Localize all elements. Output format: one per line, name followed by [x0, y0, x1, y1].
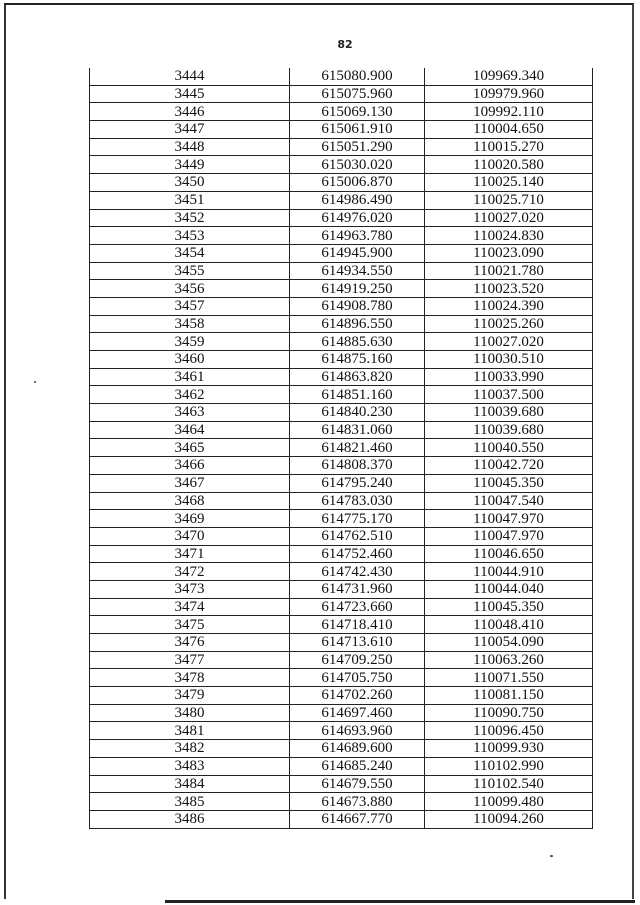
y-coordinate-cell: 110025.140	[425, 174, 593, 192]
y-coordinate-cell: 110039.680	[425, 404, 593, 422]
x-coordinate-cell: 614963.780	[290, 227, 425, 245]
y-coordinate-cell: 110047.970	[425, 527, 593, 545]
y-coordinate-cell: 110094.260	[425, 810, 593, 828]
y-coordinate-cell: 110096.450	[425, 722, 593, 740]
table-row	[90, 368, 593, 386]
point-number-cell: 3444	[90, 68, 290, 85]
point-number-cell: 3455	[90, 262, 290, 280]
x-coordinate-cell: 614795.240	[290, 474, 425, 492]
y-coordinate-cell: 110046.650	[425, 545, 593, 563]
x-coordinate-cell: 614919.250	[290, 280, 425, 298]
table-row	[90, 85, 593, 103]
y-coordinate-cell: 110044.910	[425, 563, 593, 581]
x-coordinate-cell: 614713.610	[290, 634, 425, 652]
table-row	[90, 616, 593, 634]
x-coordinate-cell: 614679.550	[290, 775, 425, 793]
y-coordinate-cell: 110004.650	[425, 121, 593, 139]
y-coordinate-cell: 110047.970	[425, 510, 593, 528]
x-coordinate-cell: 614986.490	[290, 191, 425, 209]
x-coordinate-cell: 614709.250	[290, 651, 425, 669]
table-row	[90, 457, 593, 475]
bottom-rule	[165, 900, 635, 903]
y-coordinate-cell: 110063.260	[425, 651, 593, 669]
table-row	[90, 439, 593, 457]
x-coordinate-cell: 614693.960	[290, 722, 425, 740]
point-number-cell: 3468	[90, 492, 290, 510]
y-coordinate-cell: 110048.410	[425, 616, 593, 634]
x-coordinate-cell: 614702.260	[290, 687, 425, 705]
point-number-cell: 3469	[90, 510, 290, 528]
table-row	[90, 315, 593, 333]
y-coordinate-cell: 110023.520	[425, 280, 593, 298]
y-coordinate-cell: 110024.830	[425, 227, 593, 245]
point-number-cell: 3482	[90, 740, 290, 758]
y-coordinate-cell: 110021.780	[425, 262, 593, 280]
x-coordinate-cell: 615069.130	[290, 103, 425, 121]
y-coordinate-cell: 110033.990	[425, 368, 593, 386]
point-number-cell: 3459	[90, 333, 290, 351]
point-number-cell: 3473	[90, 580, 290, 598]
x-coordinate-cell: 614934.550	[290, 262, 425, 280]
x-coordinate-cell: 614885.630	[290, 333, 425, 351]
x-coordinate-cell: 614705.750	[290, 669, 425, 687]
y-coordinate-cell: 109969.340	[425, 68, 593, 85]
x-coordinate-cell: 614697.460	[290, 704, 425, 722]
y-coordinate-cell: 110042.720	[425, 457, 593, 475]
x-coordinate-cell: 614689.600	[290, 740, 425, 758]
table-row	[90, 421, 593, 439]
table-row	[90, 545, 593, 563]
table-row	[90, 563, 593, 581]
y-coordinate-cell: 110025.260	[425, 315, 593, 333]
y-coordinate-cell: 110024.390	[425, 297, 593, 315]
table-row	[90, 103, 593, 121]
point-number-cell: 3477	[90, 651, 290, 669]
y-coordinate-cell: 110027.020	[425, 209, 593, 227]
table-row	[90, 227, 593, 245]
y-coordinate-cell: 109979.960	[425, 85, 593, 103]
point-number-cell: 3452	[90, 209, 290, 227]
y-coordinate-cell: 110102.990	[425, 757, 593, 775]
y-coordinate-cell: 110090.750	[425, 704, 593, 722]
table-row	[90, 209, 593, 227]
table-row	[90, 740, 593, 758]
table-row	[90, 174, 593, 192]
y-coordinate-cell: 110027.020	[425, 333, 593, 351]
point-number-cell: 3461	[90, 368, 290, 386]
x-coordinate-cell: 615006.870	[290, 174, 425, 192]
table-row	[90, 156, 593, 174]
y-coordinate-cell: 109992.110	[425, 103, 593, 121]
point-number-cell: 3479	[90, 687, 290, 705]
point-number-cell: 3470	[90, 527, 290, 545]
table-row	[90, 333, 593, 351]
table-row	[90, 386, 593, 404]
x-coordinate-cell: 614976.020	[290, 209, 425, 227]
table-row	[90, 297, 593, 315]
y-coordinate-cell: 110054.090	[425, 634, 593, 652]
y-coordinate-cell: 110047.540	[425, 492, 593, 510]
y-coordinate-cell: 110015.270	[425, 138, 593, 156]
point-number-cell: 3485	[90, 793, 290, 811]
point-number-cell: 3475	[90, 616, 290, 634]
y-coordinate-cell: 110044.040	[425, 580, 593, 598]
scan-speck	[34, 381, 36, 383]
x-coordinate-cell: 614742.430	[290, 563, 425, 581]
y-coordinate-cell: 110045.350	[425, 474, 593, 492]
point-number-cell: 3450	[90, 174, 290, 192]
point-number-cell: 3446	[90, 103, 290, 121]
x-coordinate-cell: 614875.160	[290, 351, 425, 369]
table-row	[90, 121, 593, 139]
table-row	[90, 244, 593, 262]
point-number-cell: 3465	[90, 439, 290, 457]
point-number-cell: 3456	[90, 280, 290, 298]
table-row	[90, 757, 593, 775]
table-row	[90, 775, 593, 793]
point-number-cell: 3458	[90, 315, 290, 333]
y-coordinate-cell: 110025.710	[425, 191, 593, 209]
x-coordinate-cell: 614851.160	[290, 386, 425, 404]
y-coordinate-cell: 110023.090	[425, 244, 593, 262]
point-number-cell: 3460	[90, 351, 290, 369]
y-coordinate-cell: 110099.930	[425, 740, 593, 758]
point-number-cell: 3484	[90, 775, 290, 793]
x-coordinate-cell: 614896.550	[290, 315, 425, 333]
table-row	[90, 68, 593, 85]
y-coordinate-cell: 110040.550	[425, 439, 593, 457]
x-coordinate-cell: 614783.030	[290, 492, 425, 510]
point-number-cell: 3464	[90, 421, 290, 439]
page-number: 82	[337, 38, 353, 51]
x-coordinate-cell: 614840.230	[290, 404, 425, 422]
table-row	[90, 810, 593, 828]
table-row	[90, 191, 593, 209]
point-number-cell: 3447	[90, 121, 290, 139]
coordinates-table	[89, 68, 593, 829]
point-number-cell: 3462	[90, 386, 290, 404]
table-row	[90, 138, 593, 156]
point-number-cell: 3463	[90, 404, 290, 422]
point-number-cell: 3445	[90, 85, 290, 103]
x-coordinate-cell: 614908.780	[290, 297, 425, 315]
point-number-cell: 3481	[90, 722, 290, 740]
table-row	[90, 598, 593, 616]
point-number-cell: 3486	[90, 810, 290, 828]
table-row	[90, 280, 593, 298]
point-number-cell: 3472	[90, 563, 290, 581]
table-row	[90, 492, 593, 510]
x-coordinate-cell: 614831.060	[290, 421, 425, 439]
point-number-cell: 3453	[90, 227, 290, 245]
table-row	[90, 527, 593, 545]
y-coordinate-cell: 110099.480	[425, 793, 593, 811]
x-coordinate-cell: 615080.900	[290, 68, 425, 85]
x-coordinate-cell: 614731.960	[290, 580, 425, 598]
x-coordinate-cell: 614775.170	[290, 510, 425, 528]
x-coordinate-cell: 614821.460	[290, 439, 425, 457]
point-number-cell: 3454	[90, 244, 290, 262]
table-row	[90, 669, 593, 687]
x-coordinate-cell: 614863.820	[290, 368, 425, 386]
y-coordinate-cell: 110020.580	[425, 156, 593, 174]
y-coordinate-cell: 110102.540	[425, 775, 593, 793]
point-number-cell: 3476	[90, 634, 290, 652]
x-coordinate-cell: 614723.660	[290, 598, 425, 616]
x-coordinate-cell: 614752.460	[290, 545, 425, 563]
point-number-cell: 3451	[90, 191, 290, 209]
point-number-cell: 3480	[90, 704, 290, 722]
table-row	[90, 404, 593, 422]
x-coordinate-cell: 614673.880	[290, 793, 425, 811]
table-row	[90, 474, 593, 492]
point-number-cell: 3474	[90, 598, 290, 616]
table-row	[90, 580, 593, 598]
table-row	[90, 510, 593, 528]
coordinates-table-body	[90, 68, 593, 828]
table-row	[90, 651, 593, 669]
table-row	[90, 704, 593, 722]
x-coordinate-cell: 614685.240	[290, 757, 425, 775]
point-number-cell: 3457	[90, 297, 290, 315]
x-coordinate-cell: 614667.770	[290, 810, 425, 828]
scan-speck	[550, 855, 553, 857]
y-coordinate-cell: 110037.500	[425, 386, 593, 404]
x-coordinate-cell: 614762.510	[290, 527, 425, 545]
table-row	[90, 634, 593, 652]
table-row	[90, 793, 593, 811]
x-coordinate-cell: 615061.910	[290, 121, 425, 139]
point-number-cell: 3478	[90, 669, 290, 687]
x-coordinate-cell: 615051.290	[290, 138, 425, 156]
table-row	[90, 351, 593, 369]
table-row	[90, 722, 593, 740]
y-coordinate-cell: 110071.550	[425, 669, 593, 687]
point-number-cell: 3483	[90, 757, 290, 775]
x-coordinate-cell: 614718.410	[290, 616, 425, 634]
point-number-cell: 3471	[90, 545, 290, 563]
point-number-cell: 3448	[90, 138, 290, 156]
table-row	[90, 687, 593, 705]
y-coordinate-cell: 110039.680	[425, 421, 593, 439]
x-coordinate-cell: 615030.020	[290, 156, 425, 174]
point-number-cell: 3466	[90, 457, 290, 475]
x-coordinate-cell: 615075.960	[290, 85, 425, 103]
table-row	[90, 262, 593, 280]
point-number-cell: 3467	[90, 474, 290, 492]
y-coordinate-cell: 110081.150	[425, 687, 593, 705]
x-coordinate-cell: 614945.900	[290, 244, 425, 262]
y-coordinate-cell: 110045.350	[425, 598, 593, 616]
x-coordinate-cell: 614808.370	[290, 457, 425, 475]
y-coordinate-cell: 110030.510	[425, 351, 593, 369]
point-number-cell: 3449	[90, 156, 290, 174]
